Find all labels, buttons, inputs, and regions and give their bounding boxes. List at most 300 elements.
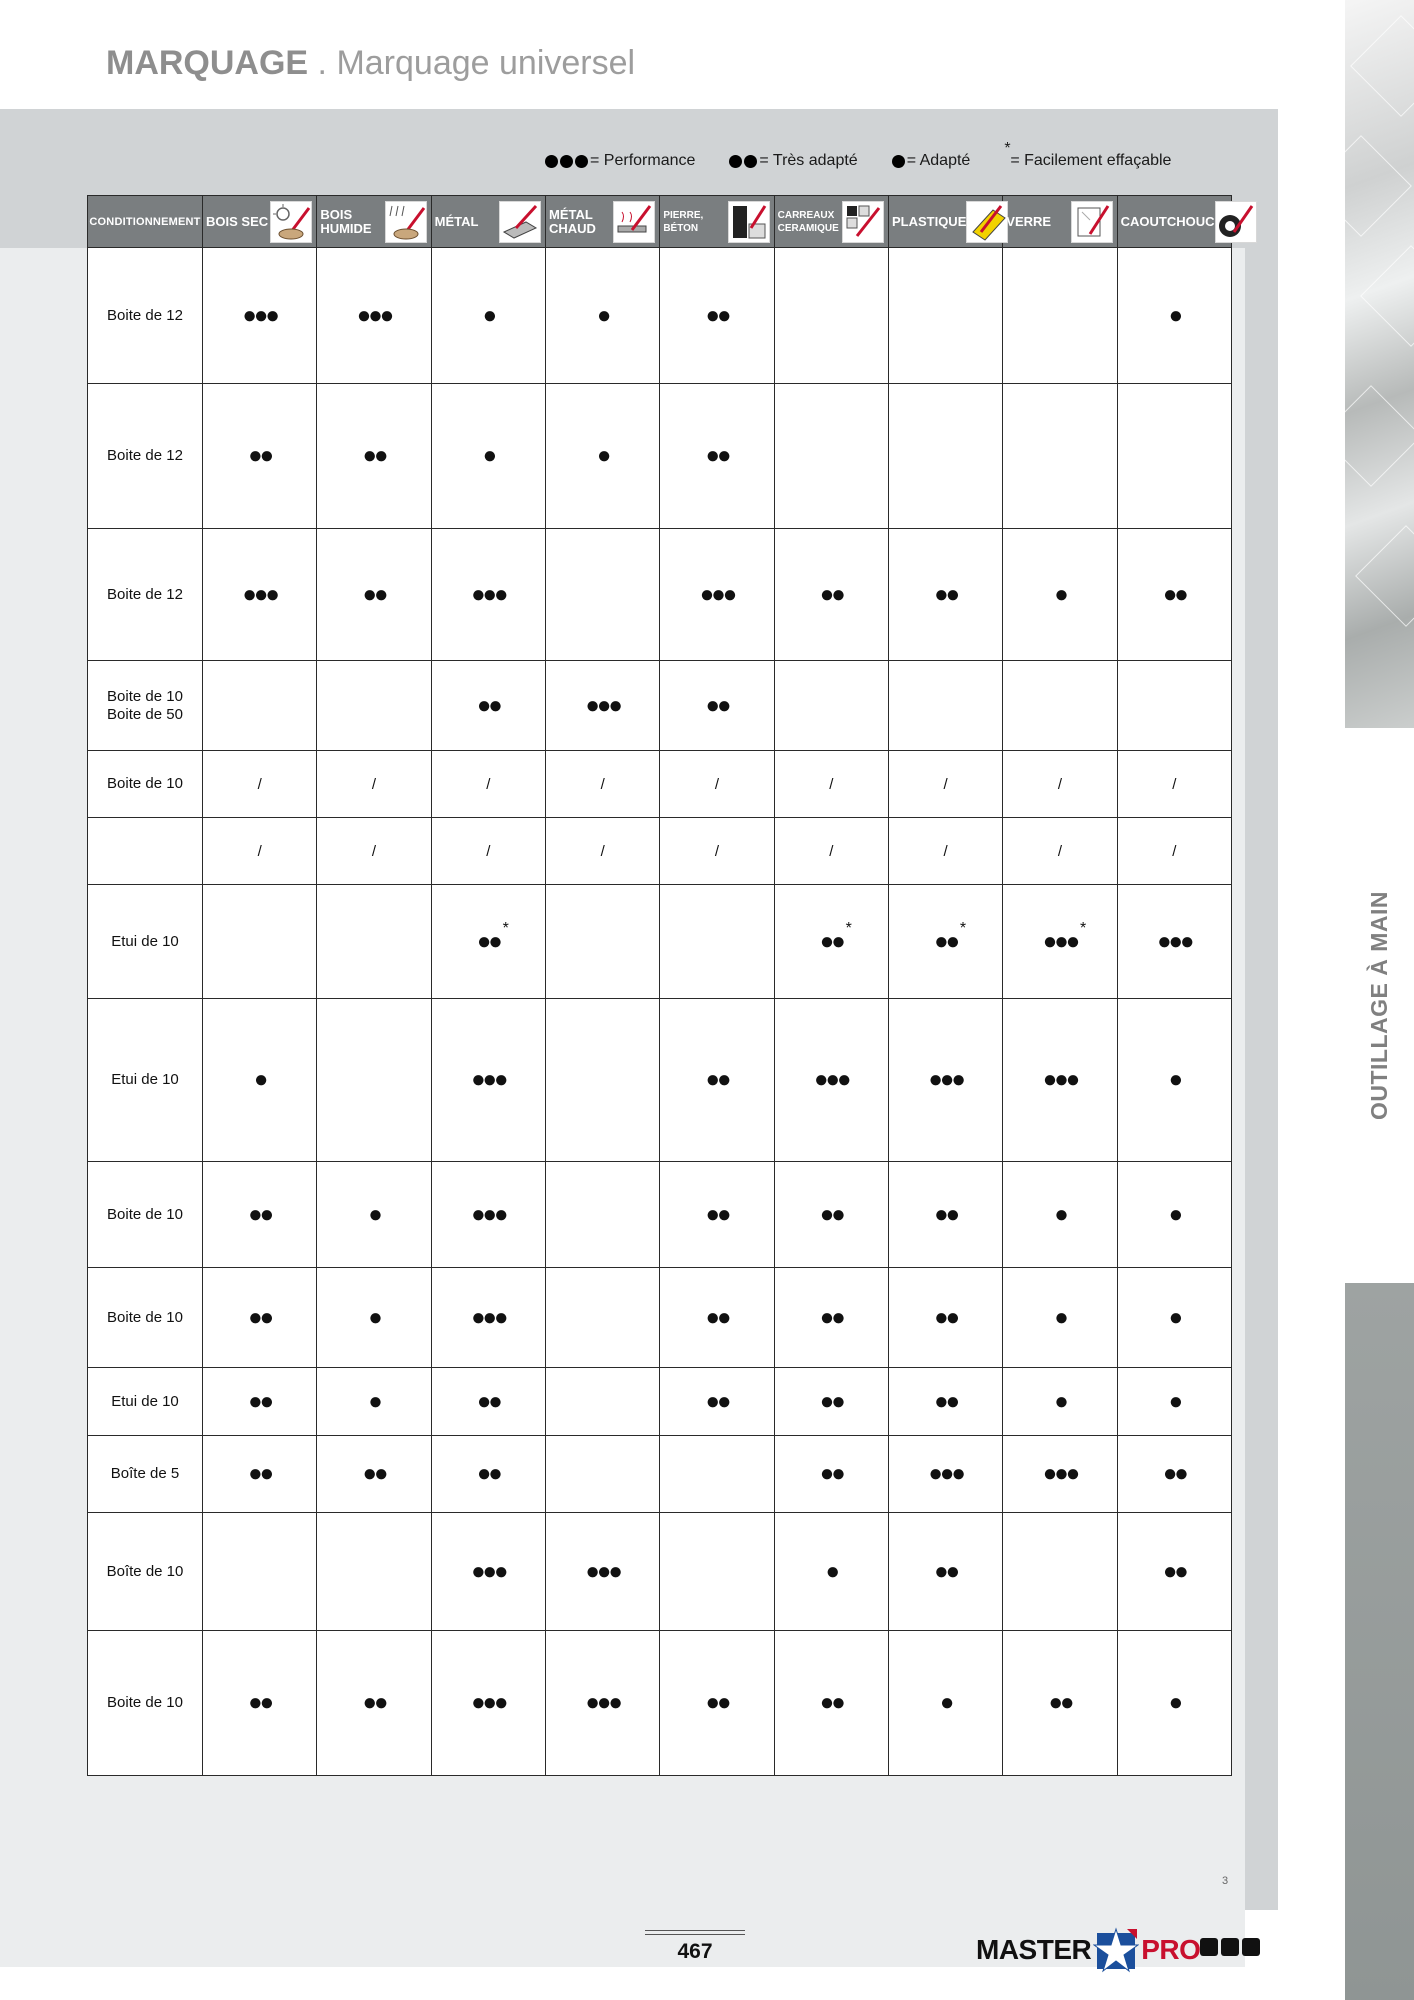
not-applicable-mark: / bbox=[1172, 775, 1177, 793]
rating-dots: ●● bbox=[362, 1689, 386, 1716]
rating-dots: ●● bbox=[248, 1200, 272, 1228]
title-subsection: Marquage universel bbox=[336, 44, 636, 82]
not-applicable-mark: / bbox=[829, 842, 834, 860]
rating-cell bbox=[1117, 1268, 1231, 1368]
not-applicable-mark: / bbox=[486, 842, 491, 860]
rating-dots: ●●● bbox=[242, 580, 277, 608]
rating-dots: ● bbox=[1168, 1387, 1181, 1415]
rating-dots: ●●● bbox=[699, 580, 735, 608]
table-row bbox=[88, 1436, 1232, 1513]
rating-dots: ●● bbox=[705, 691, 729, 719]
rating-cell bbox=[888, 1268, 1002, 1368]
rating-dots: ●● bbox=[705, 301, 729, 329]
rating-dots: ●● bbox=[248, 1303, 272, 1331]
rating-dots: ● bbox=[482, 442, 495, 469]
easily-erasable-mark: * bbox=[502, 919, 509, 937]
rating-cell bbox=[431, 751, 545, 818]
column-header-label: CAOUTCHOUC bbox=[1120, 213, 1215, 229]
dry-wood-icon bbox=[270, 201, 312, 243]
easily-erasable-mark: * bbox=[1079, 919, 1087, 937]
rating-dots: ●●● bbox=[928, 1460, 963, 1487]
rating-cell bbox=[317, 1513, 431, 1631]
rating-cell bbox=[660, 1513, 774, 1631]
column-header-caoutchouc bbox=[1117, 196, 1231, 248]
page-number: 467 bbox=[677, 1940, 713, 1963]
rating-dots: ●● bbox=[476, 1460, 500, 1487]
rating-cell bbox=[203, 999, 317, 1162]
page-title bbox=[106, 44, 635, 83]
legend-tres-adapte: = Très adapté bbox=[729, 152, 857, 170]
table-row bbox=[88, 529, 1232, 661]
rating-cell bbox=[317, 999, 431, 1162]
rating-dots: ● bbox=[1168, 1066, 1181, 1093]
rating-cell bbox=[203, 384, 317, 529]
rating-cell bbox=[545, 1513, 659, 1631]
title-separator: . bbox=[308, 44, 337, 82]
rating-cell bbox=[431, 661, 545, 751]
column-header-label: BOIS SEC bbox=[206, 213, 269, 229]
packaging-cell: Boite de 10 bbox=[88, 1631, 203, 1776]
rating-dots: ● bbox=[939, 1689, 952, 1716]
rating-cell bbox=[203, 1631, 317, 1776]
rating-cell bbox=[1003, 818, 1117, 885]
rating-dots: ●● bbox=[819, 1689, 843, 1716]
rating-cell bbox=[1117, 529, 1231, 661]
rating-cell bbox=[774, 1368, 888, 1436]
table-row bbox=[88, 1268, 1232, 1368]
packaging-cell: Etui de 10 bbox=[88, 885, 203, 999]
rubber-icon bbox=[1215, 201, 1257, 243]
rating-dots: ●●● bbox=[471, 1557, 506, 1585]
column-header-label: CARREAUX CERAMIQUE bbox=[777, 209, 839, 234]
rating-cell bbox=[660, 661, 774, 751]
not-applicable-mark: / bbox=[600, 842, 605, 860]
rating-cell bbox=[660, 384, 774, 529]
rating-cell bbox=[545, 384, 659, 529]
rating-cell bbox=[888, 818, 1002, 885]
column-header-verre bbox=[1003, 196, 1117, 248]
rating-cell bbox=[431, 1162, 545, 1268]
rating-cell bbox=[1117, 1436, 1231, 1513]
rating-cell bbox=[203, 1162, 317, 1268]
rating-dots: ● bbox=[1168, 1303, 1181, 1331]
rating-cell bbox=[431, 1631, 545, 1776]
rating-dots: ●●● bbox=[585, 1557, 620, 1585]
rating-cell bbox=[1003, 529, 1117, 661]
decorative-banner-bottom bbox=[1345, 1283, 1414, 2000]
table-row bbox=[88, 1368, 1232, 1436]
rating-cell bbox=[317, 248, 431, 384]
column-header-bois-sec bbox=[203, 196, 317, 248]
rating-dots: ●● bbox=[705, 1387, 729, 1415]
rating-dots: ●● bbox=[248, 1387, 272, 1415]
rating-cell bbox=[1003, 1368, 1117, 1436]
rating-cell bbox=[1117, 384, 1231, 529]
rating-cell bbox=[203, 1436, 317, 1513]
column-header-conditionnement: CONDITIONNEMENT bbox=[88, 196, 203, 248]
metal-icon bbox=[499, 201, 541, 243]
rating-cell bbox=[317, 1436, 431, 1513]
rating-dots: ●● bbox=[362, 442, 386, 469]
column-header-label: BOIS HUMIDE bbox=[320, 206, 372, 236]
rating-dots: ●●● bbox=[471, 1200, 506, 1228]
rating-dots: ●● bbox=[476, 927, 500, 955]
rating-cell bbox=[431, 1368, 545, 1436]
rating-cell bbox=[317, 1162, 431, 1268]
rating-cell bbox=[431, 1268, 545, 1368]
rating-cell bbox=[774, 661, 888, 751]
rating-cell bbox=[545, 751, 659, 818]
rating-dots: ●● bbox=[819, 1460, 843, 1487]
corner-mark: 3 bbox=[1222, 1875, 1229, 1887]
rating-dots: ●●● bbox=[471, 1689, 506, 1716]
not-applicable-mark: / bbox=[257, 842, 262, 860]
rating-cell bbox=[1003, 1268, 1117, 1368]
rating-cell bbox=[774, 1513, 888, 1631]
rating-cell bbox=[888, 1162, 1002, 1268]
rating-cell bbox=[888, 1368, 1002, 1436]
packaging-cell: Boite de 10 bbox=[88, 1268, 203, 1368]
rating-dots: ●● bbox=[1048, 1689, 1072, 1716]
rating-dots: ●●● bbox=[242, 301, 277, 329]
compatibility-table bbox=[87, 195, 1232, 1776]
rating-cell bbox=[1003, 1631, 1117, 1776]
rating-dots: ●● bbox=[476, 1387, 500, 1415]
rating-dots: ●●● bbox=[1042, 1460, 1078, 1487]
packaging-cell: Boîte de 5 bbox=[88, 1436, 203, 1513]
packaging-cell: Boite de 12 bbox=[88, 384, 203, 529]
folio-rule bbox=[645, 1930, 745, 1935]
column-header-pierre-beton bbox=[660, 196, 774, 248]
brand-name-right: PRO bbox=[1141, 1934, 1201, 1965]
rating-cell bbox=[545, 885, 659, 999]
rating-dots: ●● bbox=[819, 1387, 843, 1415]
rating-dots: ●● bbox=[476, 691, 500, 719]
packaging-cell: Boîte de 10 bbox=[88, 1513, 203, 1631]
column-header-label: MÉTAL CHAUD bbox=[548, 206, 596, 236]
rating-dots: ●● bbox=[248, 1460, 272, 1487]
rating-cell bbox=[888, 529, 1002, 661]
rating-dots: ●● bbox=[819, 1303, 843, 1331]
rating-cell bbox=[774, 818, 888, 885]
rating-cell bbox=[317, 1631, 431, 1776]
rating-cell bbox=[545, 661, 659, 751]
not-applicable-mark: / bbox=[371, 775, 377, 793]
rating-dots: ● bbox=[596, 442, 609, 469]
rating-cell bbox=[1117, 818, 1231, 885]
rating-dots: ●● bbox=[705, 1200, 729, 1228]
rating-dots: ● bbox=[368, 1303, 380, 1331]
rating-dots: ●● bbox=[819, 927, 843, 955]
table-row bbox=[88, 384, 1232, 529]
rating-cell bbox=[774, 529, 888, 661]
glass-icon bbox=[1071, 201, 1113, 243]
packaging-cell bbox=[88, 818, 203, 885]
rating-dots: ●●● bbox=[814, 1066, 849, 1093]
table-row bbox=[88, 1513, 1232, 1631]
table-row bbox=[88, 818, 1232, 885]
rating-cell bbox=[203, 1368, 317, 1436]
rating-dots: ●● bbox=[934, 580, 958, 608]
rating-dots: ●●● bbox=[356, 301, 392, 329]
not-applicable-mark: / bbox=[1172, 842, 1177, 860]
rating-cell bbox=[774, 384, 888, 529]
packaging-cell: Etui de 10 bbox=[88, 999, 203, 1162]
rating-cell bbox=[888, 1631, 1002, 1776]
rating-cell bbox=[431, 885, 545, 999]
column-header-metal-chaud bbox=[545, 196, 659, 248]
rating-cell bbox=[1003, 885, 1117, 999]
rating-cell bbox=[1003, 248, 1117, 384]
rating-dots: ● bbox=[368, 1200, 380, 1228]
rating-cell bbox=[431, 1513, 545, 1631]
rating-cell bbox=[1117, 1368, 1231, 1436]
rating-dots: ●● bbox=[934, 1303, 958, 1331]
rating-dots: ●● bbox=[1162, 580, 1186, 608]
rating-dots: ●● bbox=[819, 1200, 843, 1228]
rating-cell bbox=[660, 751, 774, 818]
rating-dots: ● bbox=[1168, 1689, 1181, 1716]
tiles-icon bbox=[842, 201, 884, 243]
rating-cell bbox=[660, 885, 774, 999]
brand-marks-icon bbox=[1200, 1938, 1263, 1956]
column-header-bois-humide bbox=[317, 196, 431, 248]
rating-cell bbox=[660, 1436, 774, 1513]
rating-cell bbox=[660, 1268, 774, 1368]
rating-cell bbox=[203, 248, 317, 384]
rating-cell bbox=[1003, 384, 1117, 529]
rating-cell bbox=[203, 1513, 317, 1631]
rating-cell bbox=[660, 818, 774, 885]
rating-cell bbox=[203, 885, 317, 999]
rating-cell bbox=[545, 529, 659, 661]
not-applicable-mark: / bbox=[943, 775, 948, 793]
rating-dots: ● bbox=[368, 1387, 380, 1415]
rating-cell bbox=[1003, 999, 1117, 1162]
wet-wood-icon bbox=[385, 201, 427, 243]
rating-cell bbox=[774, 1436, 888, 1513]
rating-cell bbox=[431, 818, 545, 885]
rating-cell bbox=[1117, 1162, 1231, 1268]
rating-dots: ●●● bbox=[1042, 1066, 1078, 1093]
rating-cell bbox=[1117, 661, 1231, 751]
rating-cell bbox=[545, 999, 659, 1162]
rating-cell bbox=[545, 1368, 659, 1436]
table-row bbox=[88, 1162, 1232, 1268]
plastic-icon bbox=[966, 201, 1008, 243]
rating-cell bbox=[203, 818, 317, 885]
rating-dots: ●● bbox=[1162, 1557, 1186, 1585]
rating-cell bbox=[1117, 999, 1231, 1162]
rating-dots: ●● bbox=[819, 580, 843, 608]
rating-cell bbox=[1117, 248, 1231, 384]
column-header-plastique bbox=[888, 196, 1002, 248]
rating-cell bbox=[660, 1162, 774, 1268]
easily-erasable-mark: * bbox=[959, 919, 967, 937]
hot-metal-icon bbox=[613, 201, 655, 243]
packaging-cell: Boite de 10 bbox=[88, 1162, 203, 1268]
rating-cell bbox=[317, 818, 431, 885]
rating-dots: ●●● bbox=[585, 691, 620, 719]
rating-dots: ●● bbox=[934, 1387, 958, 1415]
rating-dots: ●●● bbox=[928, 1066, 963, 1093]
rating-dots: ●●● bbox=[1157, 927, 1192, 955]
rating-dots: ●●● bbox=[585, 1689, 620, 1716]
rating-dots: ●● bbox=[705, 442, 729, 469]
rating-cell bbox=[203, 661, 317, 751]
easily-erasable-mark: * bbox=[845, 919, 852, 937]
rating-cell bbox=[660, 248, 774, 384]
rating-cell bbox=[317, 885, 431, 999]
rating-cell bbox=[660, 999, 774, 1162]
rating-cell bbox=[774, 1631, 888, 1776]
side-tab-label: OUTILLAGE À MAIN bbox=[1366, 890, 1393, 1121]
rating-dots: ●● bbox=[705, 1066, 729, 1093]
column-header-metal bbox=[431, 196, 545, 248]
rating-cell bbox=[203, 529, 317, 661]
rating-dots: ●●● bbox=[471, 1303, 506, 1331]
table-row bbox=[88, 248, 1232, 384]
rating-cell bbox=[774, 885, 888, 999]
column-header-carreaux-ceramique bbox=[774, 196, 888, 248]
rating-cell bbox=[317, 1268, 431, 1368]
not-applicable-mark: / bbox=[829, 775, 834, 793]
rating-dots: ●● bbox=[705, 1689, 729, 1716]
rating-cell bbox=[1003, 661, 1117, 751]
legend bbox=[545, 140, 1205, 170]
rating-dots: ●● bbox=[705, 1303, 729, 1331]
rating-cell bbox=[774, 248, 888, 384]
rating-cell bbox=[888, 384, 1002, 529]
rating-dots: ●● bbox=[362, 580, 386, 608]
rating-dots: ●● bbox=[934, 927, 958, 955]
legend-adapte: = Adapté bbox=[892, 152, 971, 170]
rating-dots: ●● bbox=[362, 1460, 386, 1487]
rating-cell bbox=[431, 384, 545, 529]
rating-cell bbox=[1117, 1631, 1231, 1776]
table-row bbox=[88, 885, 1232, 999]
not-applicable-mark: / bbox=[943, 842, 948, 860]
rating-dots: ●● bbox=[248, 1689, 272, 1716]
rating-cell bbox=[774, 999, 888, 1162]
rating-cell bbox=[317, 384, 431, 529]
brand-logo bbox=[976, 1927, 1200, 1973]
rating-cell bbox=[774, 1268, 888, 1368]
rating-cell bbox=[1003, 1513, 1117, 1631]
rating-cell bbox=[317, 751, 431, 818]
table-header-row bbox=[88, 196, 1232, 248]
rating-dots: ● bbox=[1054, 1303, 1066, 1331]
table-body bbox=[88, 248, 1232, 1776]
rating-dots: ● bbox=[596, 301, 609, 329]
rating-cell bbox=[1117, 751, 1231, 818]
packaging-cell: Etui de 10 bbox=[88, 1368, 203, 1436]
brand-name-left: MASTER bbox=[976, 1934, 1092, 1965]
rating-cell bbox=[888, 885, 1002, 999]
rating-cell bbox=[431, 529, 545, 661]
column-header-label: PLASTIQUE bbox=[891, 213, 967, 229]
rating-cell bbox=[1003, 751, 1117, 818]
rating-cell bbox=[660, 1631, 774, 1776]
not-applicable-mark: / bbox=[714, 842, 720, 860]
rating-dots: ●● bbox=[1162, 1460, 1186, 1487]
rating-cell bbox=[545, 818, 659, 885]
rating-cell bbox=[317, 1368, 431, 1436]
column-header-label: VERRE bbox=[1006, 213, 1052, 229]
not-applicable-mark: / bbox=[600, 775, 605, 793]
table-row bbox=[88, 661, 1232, 751]
rating-cell bbox=[774, 751, 888, 818]
rating-cell bbox=[431, 248, 545, 384]
not-applicable-mark: / bbox=[257, 775, 262, 793]
rating-cell bbox=[1003, 1162, 1117, 1268]
packaging-cell: Boite de 12 bbox=[88, 529, 203, 661]
rating-dots: ●●● bbox=[471, 1066, 506, 1093]
rating-dots: ● bbox=[1168, 1200, 1181, 1228]
rating-cell bbox=[545, 248, 659, 384]
decorative-banner-top bbox=[1345, 0, 1414, 728]
brand-star-icon bbox=[1093, 1927, 1139, 1973]
packaging-cell: Boite de 12 bbox=[88, 248, 203, 384]
rating-dots: ● bbox=[1054, 580, 1066, 608]
table-row bbox=[88, 1631, 1232, 1776]
rating-cell bbox=[660, 529, 774, 661]
rating-cell bbox=[1117, 885, 1231, 999]
table-row bbox=[88, 999, 1232, 1162]
rating-cell bbox=[317, 661, 431, 751]
not-applicable-mark: / bbox=[714, 775, 720, 793]
rating-dots: ● bbox=[825, 1557, 838, 1585]
rating-dots: ●● bbox=[248, 442, 272, 469]
not-applicable-mark: / bbox=[1057, 775, 1063, 793]
rating-dots: ●● bbox=[934, 1200, 958, 1228]
not-applicable-mark: / bbox=[371, 842, 377, 860]
rating-cell bbox=[888, 999, 1002, 1162]
table-row bbox=[88, 751, 1232, 818]
rating-dots: ●●● bbox=[1042, 927, 1078, 955]
column-header-label: PIERRE, BÉTON bbox=[663, 209, 704, 234]
rating-cell bbox=[774, 1162, 888, 1268]
packaging-cell: Boite de 10 Boite de 50 bbox=[88, 661, 203, 751]
rating-cell bbox=[545, 1631, 659, 1776]
rating-dots: ●● bbox=[934, 1557, 958, 1585]
rating-cell bbox=[317, 529, 431, 661]
rating-cell bbox=[888, 751, 1002, 818]
title-section: MARQUAGE bbox=[106, 44, 309, 82]
rating-dots: ● bbox=[482, 301, 495, 329]
rating-dots: ●●● bbox=[471, 580, 506, 608]
rating-dots: ● bbox=[1168, 301, 1181, 329]
rating-dots: ● bbox=[1054, 1200, 1066, 1228]
rating-dots: ● bbox=[1054, 1387, 1066, 1415]
rating-cell bbox=[888, 661, 1002, 751]
rating-cell bbox=[660, 1368, 774, 1436]
rating-cell bbox=[888, 1513, 1002, 1631]
rating-cell bbox=[545, 1436, 659, 1513]
packaging-cell: Boite de 10 bbox=[88, 751, 203, 818]
not-applicable-mark: / bbox=[486, 775, 491, 793]
rating-cell bbox=[545, 1268, 659, 1368]
rating-cell bbox=[1117, 1513, 1231, 1631]
rating-cell bbox=[545, 1162, 659, 1268]
rating-cell bbox=[888, 248, 1002, 384]
rating-cell bbox=[1003, 1436, 1117, 1513]
legend-performance: = Performance bbox=[545, 152, 695, 170]
not-applicable-mark: / bbox=[1057, 842, 1063, 860]
column-header-label: MÉTAL bbox=[434, 213, 479, 229]
legend-effacable: * = Facilement effaçable bbox=[1004, 140, 1172, 169]
stone-icon bbox=[728, 201, 770, 243]
